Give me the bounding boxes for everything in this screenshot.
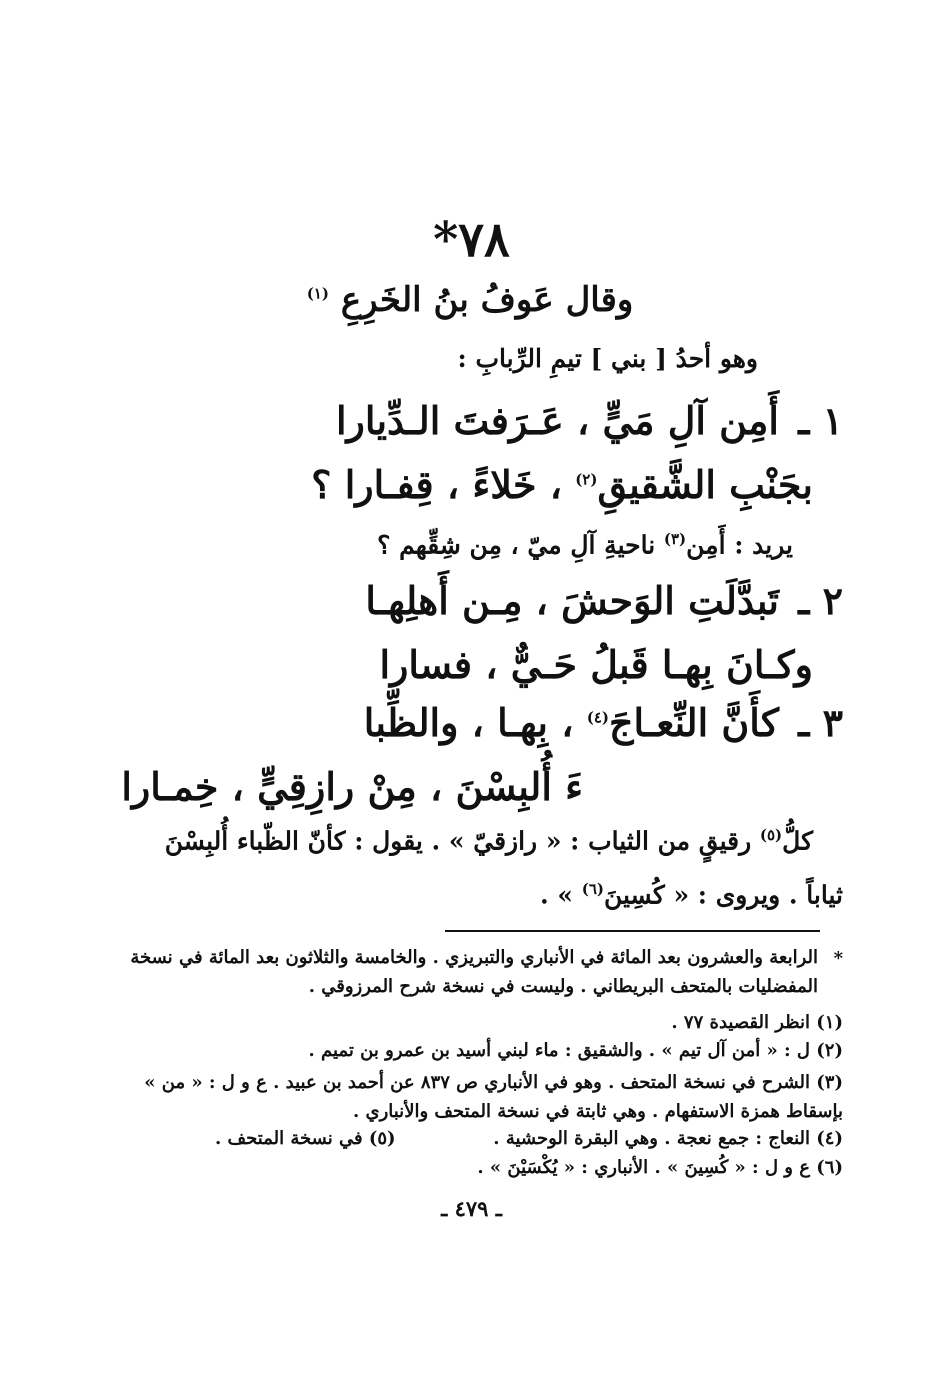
footnote-star: الرابعة والعشرون بعد المائة في الأنباري والتبريزي . والخامسة والثلاثون بعد المائة في نسخة المفضليات بالمتحف البريطاني . وليست في نسخة شرح المرزوقي . [130, 947, 818, 997]
hemistich-text: تَبدَّلَتِ الوَحشَ ، مِـن أَهلِهـا [365, 578, 779, 623]
footnote-5: (٥) في نسخة المتحف . [215, 1128, 396, 1149]
footnote-ref: (٥) [759, 826, 783, 844]
poem-number: ٧٨* [433, 212, 510, 268]
hemistich-text: ءَ أُلبِسْنَ ، مِنْ رازِقِيٍّ ، خِمـارا [121, 764, 583, 809]
verse-3-second-hemistich [121, 764, 583, 809]
hemistich-text: ، بِهـا ، والظِّبا [363, 700, 574, 745]
verse-3-gloss-line-2 [540, 880, 843, 909]
hemistich-text: بجَنْبِ الشَّقيقِ [597, 462, 813, 507]
verse-1-first-hemistich [336, 398, 843, 443]
footnote-divider [445, 930, 820, 932]
verse-3-first-hemistich [364, 700, 843, 745]
verse-1-gloss [377, 530, 793, 559]
verse-number: ٢ ـ [798, 578, 843, 623]
footnote-ref: (٢) [575, 470, 598, 489]
poem-intro: وهو أحدُ [ بني ] تيمِ الرِّبابِ : [457, 344, 758, 373]
verse-2-first-hemistich [365, 578, 843, 623]
footnote-2: (٢) ل : « أمن آل تيم » . والشقيق : ماء لبني أسيد بن عمرو بن تميم . [308, 1040, 843, 1061]
poem-title [120, 280, 820, 320]
hemistich-text: كأَنَّ النِّعـاجَ [608, 700, 779, 745]
hemistich-text: أَمِن آلِ مَيٍّ ، عَـرَفتَ الـدِّيارا [335, 398, 779, 443]
hemistich-text: وكـانَ بِهـا قَبلُ حَـيٌّ ، فسارا [379, 642, 813, 687]
hemistich-text: ، خَلاءً ، قِفـارا ؟ [311, 462, 562, 507]
gloss-text: كلُّ [782, 826, 813, 856]
footnote-3: (٣) الشرح في نسخة المتحف . وهو في الأنباري ص ٨٣٧ عن أحمد بن عبيد . ع و ل : « من » بإسقاط همزة الاستفهام . وهي ثابتة في نسخة المتحف والأنباري . [144, 1072, 843, 1122]
footnote-ref: (٣) [663, 530, 687, 548]
gloss-text: يريد : أَمِن [686, 530, 793, 560]
verse-number: ١ ـ [798, 398, 843, 443]
footnote-ref: (٤) [586, 708, 609, 727]
footnote-ref: (١) [306, 284, 329, 303]
footnote-4: (٤) النعاج : جمع نعجة . وهي البقرة الوحشية . [493, 1128, 843, 1149]
footnote-6: (٦) ع و ل : « كُسِينَ » . الأنباري : « يُكْسَيْنَ » . [477, 1157, 843, 1178]
footnote-1: (١) انظر القصيدة ٧٧ . [671, 1012, 843, 1033]
verse-2-second-hemistich [379, 642, 813, 687]
verse-number: ٣ ـ [798, 700, 843, 745]
footnote-star-mark: * [833, 948, 843, 969]
gloss-text: ناحيةِ آلِ ميّ ، مِن شِقِّهم ؟ [377, 530, 656, 560]
gloss-text: ثياباً . ويروى : « كُسِينَ [603, 880, 843, 910]
verse-3-gloss-line-1 [165, 826, 813, 855]
poem-title-text: وقال عَوفُ بنُ الخَرِعِ [340, 280, 634, 320]
gloss-text: رقيقٍ من الثياب : « رازقيّ » . يقول : كأنّ الظّباء أُلبِسْنَ [164, 826, 752, 856]
gloss-text: » . [539, 880, 573, 910]
footnote-ref: (٦) [581, 880, 604, 898]
verse-1-second-hemistich [110, 462, 813, 507]
page-number: ـ ٤٧٩ ـ [441, 1196, 502, 1221]
